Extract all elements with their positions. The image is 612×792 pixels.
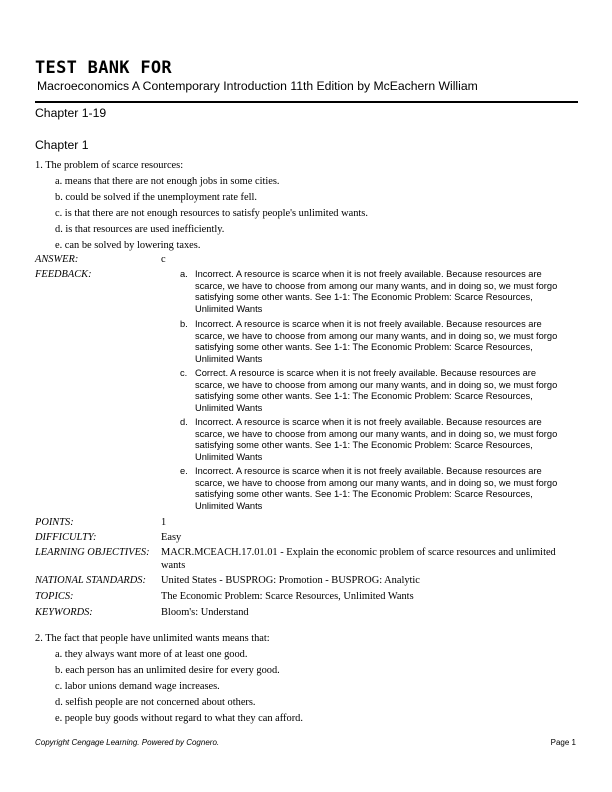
difficulty-value: Easy bbox=[161, 532, 182, 543]
objectives-value: MACR.MCEACH.17.01.01 - Explain the economic problem of scarce resources and unlimited wants bbox=[161, 547, 556, 571]
feedback-text: Incorrect. A resource is scarce when it is not freely available. Because resources are scarce, we have to choose from among our many wants, and in doing so, we must forgo satisfying some other wants. See 1-1: The Economic Problem: Scarce Resources, Unlimited Wants bbox=[195, 319, 558, 364]
feedback-text: Incorrect. A resource is scarce when it is not freely available. Because resources are scarce, we have to choose from among our many wants, and in doing so, we must forgo satisfying some other wants. See 1-1: The Economic Problem: Scarce Resources, Unlimited Wants bbox=[195, 466, 558, 511]
answer-value: c bbox=[161, 254, 166, 265]
page-number: Page 1 bbox=[550, 738, 576, 747]
question-1-option-a: a. means that there are not enough jobs in some cities. bbox=[55, 176, 280, 187]
feedback-letter: e. bbox=[180, 466, 188, 476]
question-1-option-b: b. could be solved if the unemployment rate fell. bbox=[55, 192, 257, 203]
topics-value: The Economic Problem: Scarce Resources, Unlimited Wants bbox=[161, 591, 414, 602]
feedback-item-e bbox=[180, 466, 558, 512]
question-1-stem: 1. The problem of scarce resources: bbox=[35, 160, 184, 171]
topics-label: TOPICS: bbox=[35, 591, 74, 602]
feedback-text: Incorrect. A resource is scarce when it is not freely available. Because resources are scarce, we have to choose from among our many wants, and in doing so, we must forgo satisfying some other wants. See 1-1: The Economic Problem: Scarce Resources, Unlimited Wants bbox=[195, 269, 558, 314]
question-2-option-d: d. selfish people are not concerned about others. bbox=[55, 697, 256, 708]
copyright-notice: Copyright Cengage Learning. Powered by Cognero. bbox=[35, 738, 220, 747]
chapter-heading: Chapter 1 bbox=[35, 138, 89, 152]
question-1-option-e: e. can be solved by lowering taxes. bbox=[55, 240, 201, 251]
feedback-item-a bbox=[180, 269, 558, 315]
keywords-label: KEYWORDS: bbox=[35, 607, 93, 618]
chapter-range: Chapter 1-19 bbox=[35, 106, 107, 120]
feedback-label: FEEDBACK: bbox=[35, 269, 92, 280]
standards-value: United States - BUSPROG: Promotion - BUSPROG: Analytic bbox=[161, 575, 420, 586]
question-2-stem: 2. The fact that people have unlimited wants means that: bbox=[35, 633, 270, 644]
keywords-value: Bloom's: Understand bbox=[161, 607, 249, 618]
header-divider bbox=[35, 101, 578, 103]
feedback-item-b bbox=[180, 319, 558, 365]
feedback-item-d bbox=[180, 417, 558, 463]
book-title: Macroeconomics A Contemporary Introduction 11th Edition by McEachern William bbox=[37, 79, 478, 93]
feedback-item-c bbox=[180, 368, 558, 414]
difficulty-label: DIFFICULTY: bbox=[35, 532, 97, 543]
feedback-letter: a. bbox=[180, 269, 188, 279]
points-label: POINTS: bbox=[35, 517, 74, 528]
question-2-option-c: c. labor unions demand wage increases. bbox=[55, 681, 220, 692]
feedback-letter: c. bbox=[180, 368, 188, 378]
answer-label: ANSWER: bbox=[35, 254, 79, 265]
question-2-option-b: b. each person has an unlimited desire for every good. bbox=[55, 665, 280, 676]
question-2-option-a: a. they always want more of at least one good. bbox=[55, 649, 248, 660]
objectives-label: LEARNING OBJECTIVES: bbox=[35, 547, 150, 558]
page-title: TEST BANK FOR bbox=[35, 58, 172, 78]
feedback-letter: b. bbox=[180, 319, 188, 329]
question-1-option-d: d. is that resources are used inefficiently. bbox=[55, 224, 225, 235]
standards-label: NATIONAL STANDARDS: bbox=[35, 575, 146, 586]
feedback-letter: d. bbox=[180, 417, 188, 427]
feedback-text: Incorrect. A resource is scarce when it is not freely available. Because resources are scarce, we have to choose from among our many wants, and in doing so, we must forgo satisfying some other wants. See 1-1: The Economic Problem: Scarce Resources, Unlimited Wants bbox=[195, 417, 558, 462]
points-value: 1 bbox=[161, 517, 167, 528]
feedback-text: Correct. A resource is scarce when it is not freely available. Because resources are scarce, we have to choose from among our many wants, and in doing so, we must forgo satisfying some other wants. See 1-1: The Economic Problem: Scarce Resources, Unlimited Wants bbox=[195, 368, 558, 413]
question-1-option-c: c. is that there are not enough resources to satisfy people's unlimited wants. bbox=[55, 208, 368, 219]
question-2-option-e: e. people buy goods without regard to what they can afford. bbox=[55, 713, 303, 724]
